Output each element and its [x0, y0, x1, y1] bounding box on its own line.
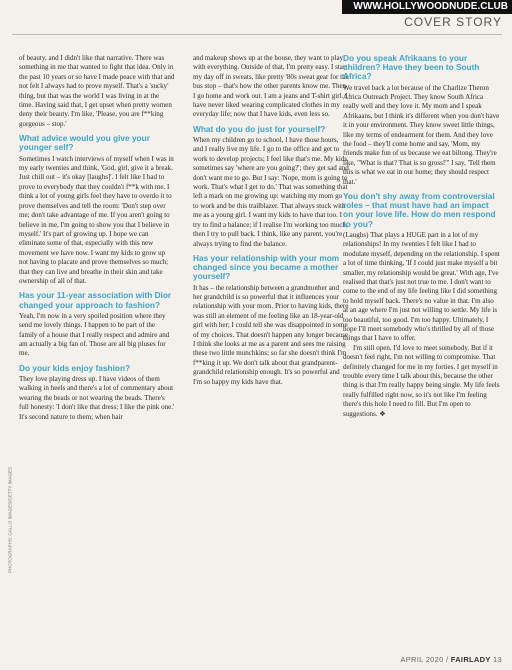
- question-heading: Do you speak Afrikaans to your children? Have they been to South Africa?: [343, 53, 480, 82]
- magazine-name: FAIRLADY: [450, 655, 491, 664]
- body-paragraph: of beauty, and I didn't like that narrative. There was something in me that wanted to fight that idea. Only in the past 10 years or so have I made peace with that and not felt I always had to prove myself. That's a 'sucky' thing, but that was the world I was living in at the time. Having said that, I get upset when pretty women deny their beauty. I'm like, 'Please, you are f**king gorgeous – stop.': [19, 54, 175, 128]
- question-heading: What advice would you give your younger self?: [19, 133, 150, 153]
- photo-credit-text: PHOTOGRAPHS: GALLO IMAGES/GETTY IMAGES: [7, 466, 13, 574]
- question-heading: What do you do just for yourself?: [193, 123, 326, 134]
- header-rule: [12, 34, 502, 35]
- body-paragraph: (Laughs) That plays a HUGE part in a lot of my relationships! In my twenties I felt like I had to modulate myself, depending on the relationship. I spent a lot of time thinking, 'If I could just make myself a bit smaller, my relationship would be great.' With age, I've realised that that's just not true to me. I don't want to come to the end of my life feeling like I did something to hold myself back. There's no value in that. I'm also at an age where I'm just not willing to settle. My life is too beautiful, too good. I'm too happy. Ultimately, I hope I'll meet somebody who's thrilled by all of those things that I have to offer.: [343, 230, 500, 343]
- body-paragraph: and makeup shows up at the house, they want to play with everything. Outside of that, I'm pretty easy. I start my day off in sweats, like pretty '80s sweat gear for the bus stop – that's how the other parents know me. Then I go home and work out. I am a jeans and T-shirt girl. I have never liked wearing complicated clothes in my everyday life; now that I have kids, even less so.: [193, 54, 349, 119]
- body-paragraph: I'm still open. I'd love to meet somebody. But if it doesn't feel right, I'm not willing to compromise. That definitely changed for me in my forties. I get myself in trouble every time I talk about this, because the other thing is that I'm really happy being single. My life feels really fulfilled right now, so it's not like I'm feeling there's this hole I need to fill. But I'm open to suggestions. ❖: [343, 343, 500, 418]
- body-paragraph: They love playing dress up. I have videos of them walking in heels and there's a lot of commentary about wearing the beads or not wearing the beads. There's full honesty: 'I don't like that dress; I like the pink one.' It's second nature to them; when hair: [19, 374, 175, 421]
- column-1: [19, 54, 175, 422]
- watermark: WWW.HOLLYWOODNUDE.CLUB: [342, 0, 512, 14]
- page-number: 13: [493, 655, 502, 664]
- body-paragraph: It has – the relationship between a grandmother and her grandchild is so powerful that it influences your relationship with your mom. Prior to having kids, there was still an element of me feeling like an 18-year-old girl with her; I could tell she was disappointed in some of my choices. That doesn't happen any longer because I think she looks at me as a parent and sees me raising these two little munchkins; so far she doesn't think I'm f**king it up. We don't talk about that grandparent-grandchild relationship enough. It's so powerful and I'm so happy my kids have that.: [193, 283, 349, 386]
- body-paragraph: We travel back a lot because of the Charlize Theron Africa Outreach Project. They know South Africa really well and they love it. My mom and I speak Afrikaans, but I think it's different when you don't have it in your environment. They know sweet little things, like my terms of endearment for them. And they love the food – they'll come home and say, 'Mom, my friends make fun of us because we eat biltong. They're like, "What is that? That is so gross!"' I say, 'Tell them this is what we eat in our home; they should respect that.': [343, 83, 500, 186]
- question-heading: You don't shy away from controversial roles – that must have had an impact on your love life. How do men respond to you?: [343, 191, 496, 229]
- question-heading: Do your kids enjoy fashion?: [19, 362, 131, 373]
- issue-date: APRIL 2020 /: [400, 655, 451, 664]
- body-paragraph: Yeah, I'm now in a very spoiled position where they send me lovely things. I happen to be part of the family of a house that I really respect and admire and am actually a big fan of. Those are all big pluses for me.: [19, 311, 170, 358]
- body-paragraph: When my children go to school, I have those hours, and I really live my life. I go to the office and get to work to develop projects; I feel like that's me. My kids sometimes say 'where are you going?'; they get sad and don't want me to go. But I say: 'Nope, mom is going to work. That's what I get to do.' That was something that left a mark on me growing up: watching my mom go to work and be this trailblazer. That always stuck with me as a young girl. I want my kids to have that too. I try to find a balance; if I realise I'm working too much, then I try to pull back. I think, like any parent, you're always trying to find the balance.: [193, 136, 349, 248]
- column-2: [193, 54, 349, 387]
- section-label: COVER STORY: [404, 15, 502, 29]
- body-paragraph: Sometimes I watch interviews of myself when I was in my early twenties and think, 'God, girl, give it a break. Just chill out – it's okay [laughs]'. I felt like I had to prove to everybody that they couldn't f**k with me. I think a lot of young girls feel they have to overdo it to prove themselves and tell the room: 'Don't step over me; don't take advantage of me. If you aren't going to believe in me, I'm going to show you that I believe in myself.' It's part of growing up. I hope we can eliminate some of that, especially with this new movement we have now. I want my kids to grow up not having to placate and prove themselves so much; that they can live and breathe in their skin and take ownership of all of that.: [19, 154, 174, 285]
- photo-credit: [5, 420, 15, 620]
- question-heading: Has your 11-year association with Dior changed your approach to fashion?: [19, 290, 172, 310]
- column-3: [343, 54, 500, 419]
- question-heading: Has your relationship with your mom changed since you became a mother yourself?: [193, 252, 340, 282]
- page-footer: [400, 655, 502, 664]
